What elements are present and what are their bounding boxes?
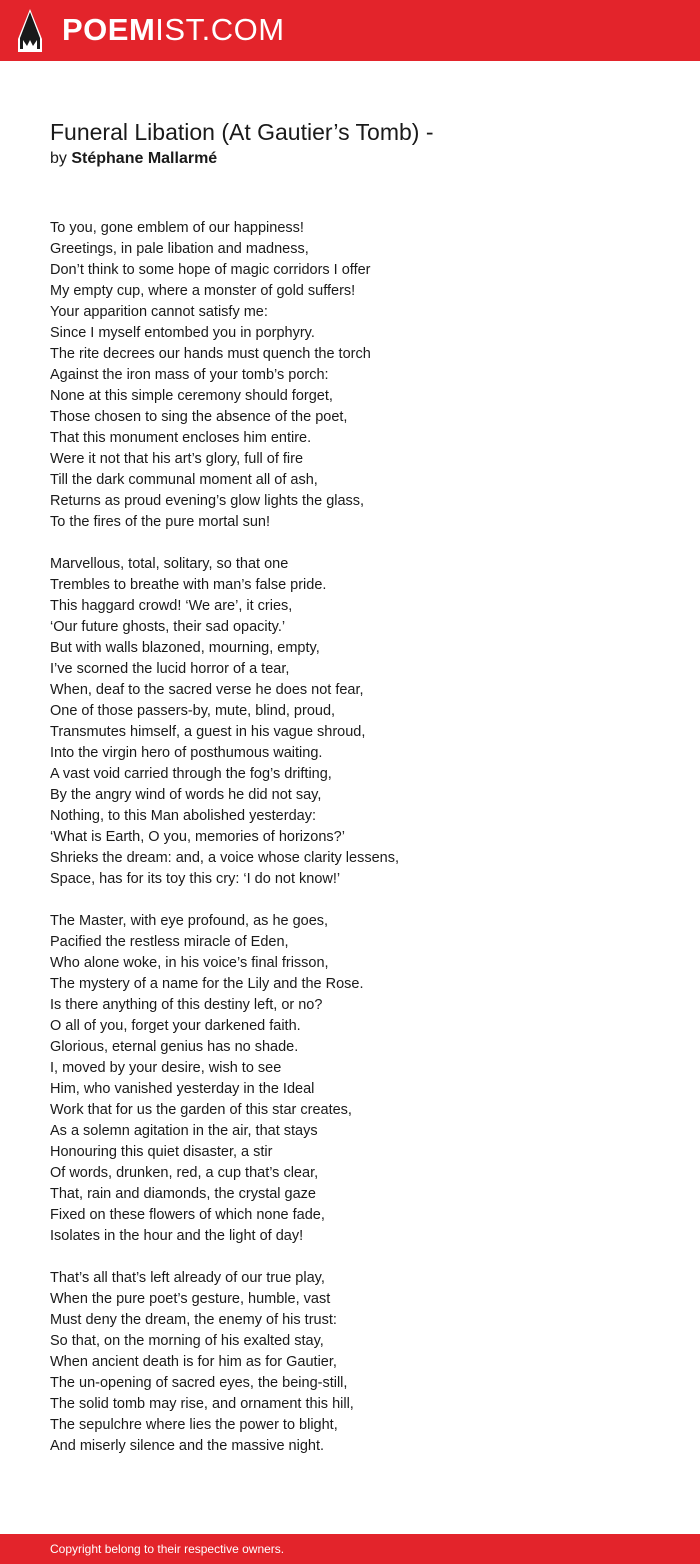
poem-line: The Master, with eye profound, as he goes, bbox=[50, 913, 329, 929]
poem-line: Into the virgin hero of posthumous waiting. bbox=[50, 745, 323, 761]
poem-line: The solid tomb may rise, and ornament this hill, bbox=[50, 1396, 354, 1412]
poem-line: The un-opening of sacred eyes, the being-still, bbox=[50, 1375, 348, 1391]
poem-line: But with walls blazoned, mourning, empty, bbox=[50, 640, 320, 656]
poem-body bbox=[50, 218, 670, 1478]
poem-line: That’s all that’s left already of our true play, bbox=[50, 1270, 325, 1286]
poem-line: And miserly silence and the massive night. bbox=[50, 1438, 325, 1454]
poem-line: Trembles to breathe with man’s false pride. bbox=[50, 577, 327, 593]
poem-line: Don’t think to some hope of magic corridors I offer bbox=[50, 262, 371, 278]
poem-line: When ancient death is for him as for Gautier, bbox=[50, 1354, 337, 1370]
poem-line: Who alone woke, in his voice’s final frisson, bbox=[50, 955, 329, 971]
poem-line: Those chosen to sing the absence of the poet, bbox=[50, 409, 348, 425]
poem-line: As a solemn agitation in the air, that stays bbox=[50, 1123, 318, 1139]
poem-line: Marvellous, total, solitary, so that one bbox=[50, 556, 289, 572]
poem-line: Him, who vanished yesterday in the Ideal bbox=[50, 1081, 315, 1097]
poem-line: To the fires of the pure mortal sun! bbox=[50, 514, 271, 530]
poem-line: Against the iron mass of your tomb’s porch: bbox=[50, 367, 329, 383]
poem-line: My empty cup, where a monster of gold suffers! bbox=[50, 283, 356, 299]
poem-byline bbox=[50, 149, 217, 169]
copyright-notice: Copyright belong to their respective owners. bbox=[50, 1542, 285, 1556]
poem-line: Since I myself entombed you in porphyry. bbox=[50, 325, 315, 341]
poem-line: By the angry wind of words he did not say, bbox=[50, 787, 322, 803]
poem-line: Returns as proud evening’s glow lights the glass, bbox=[50, 493, 365, 509]
poem-line: When the pure poet’s gesture, humble, vast bbox=[50, 1291, 331, 1307]
poem-title: Funeral Libation (At Gautier’s Tomb) - bbox=[50, 119, 434, 145]
poem-line: Shrieks the dream: and, a voice whose clarity lessens, bbox=[50, 850, 399, 866]
by-label: by bbox=[50, 150, 67, 167]
poem-line: The sepulchre where lies the power to blight, bbox=[50, 1417, 338, 1433]
poem-line: O all of you, forget your darkened faith. bbox=[50, 1018, 301, 1034]
poem-line: One of those passers-by, mute, blind, proud, bbox=[50, 703, 336, 719]
poem-line: Transmutes himself, a guest in his vague shroud, bbox=[50, 724, 366, 740]
poem-line: The mystery of a name for the Lily and the Rose. bbox=[50, 976, 364, 992]
poem-line: Must deny the dream, the enemy of his trust: bbox=[50, 1312, 337, 1328]
poem-line: Till the dark communal moment all of ash, bbox=[50, 472, 318, 488]
poem-line: Glorious, eternal genius has no shade. bbox=[50, 1039, 299, 1055]
poem-line: Work that for us the garden of this star creates, bbox=[50, 1102, 352, 1118]
poem-line: Honouring this quiet disaster, a stir bbox=[50, 1144, 273, 1160]
poem-line: So that, on the morning of his exalted stay, bbox=[50, 1333, 324, 1349]
logo-text-light: IST.COM bbox=[155, 12, 285, 47]
poem-line: That, rain and diamonds, the crystal gaze bbox=[50, 1186, 316, 1202]
poem-line: ‘Our future ghosts, their sad opacity.’ bbox=[50, 619, 286, 635]
site-logo[interactable] bbox=[62, 12, 285, 48]
poem-line: Pacified the restless miracle of Eden, bbox=[50, 934, 289, 950]
poem-line: Isolates in the hour and the light of day! bbox=[50, 1228, 304, 1244]
poem-line: Is there anything of this destiny left, or no? bbox=[50, 997, 323, 1013]
poem-line: Your apparition cannot satisfy me: bbox=[50, 304, 268, 320]
poem-line: To you, gone emblem of our happiness! bbox=[50, 220, 304, 236]
poem-line: Space, has for its toy this cry: ‘I do not know!’ bbox=[50, 871, 341, 887]
site-footer bbox=[0, 1534, 700, 1564]
poem-line: Greetings, in pale libation and madness, bbox=[50, 241, 309, 257]
poem-line: That this monument encloses him entire. bbox=[50, 430, 312, 446]
stanza bbox=[50, 554, 670, 890]
poem-line: Nothing, to this Man abolished yesterday: bbox=[50, 808, 316, 824]
poem-line: Fixed on these flowers of which none fade, bbox=[50, 1207, 325, 1223]
poem-line: I, moved by your desire, wish to see bbox=[50, 1060, 282, 1076]
stanza bbox=[50, 911, 670, 1247]
site-header bbox=[0, 0, 700, 61]
poem-line: Of words, drunken, red, a cup that’s clear, bbox=[50, 1165, 319, 1181]
stanza bbox=[50, 218, 670, 533]
poem-line: None at this simple ceremony should forget, bbox=[50, 388, 333, 404]
poem-line: The rite decrees our hands must quench the torch bbox=[50, 346, 371, 362]
poem-line: I’ve scorned the lucid horror of a tear, bbox=[50, 661, 290, 677]
poem-line: When, deaf to the sacred verse he does not fear, bbox=[50, 682, 364, 698]
stanza bbox=[50, 1268, 670, 1457]
logo-text-bold: POEM bbox=[62, 12, 156, 47]
author-name: Stéphane Mallarmé bbox=[71, 150, 218, 167]
poem-line: This haggard crowd! ‘We are’, it cries, bbox=[50, 598, 293, 614]
poem-line: Were it not that his art’s glory, full of fire bbox=[50, 451, 304, 467]
poem-line: ‘What is Earth, O you, memories of horizons?’ bbox=[50, 829, 345, 845]
pencil-tip-icon[interactable] bbox=[18, 9, 42, 52]
poem-line: A vast void carried through the fog’s drifting, bbox=[50, 766, 332, 782]
